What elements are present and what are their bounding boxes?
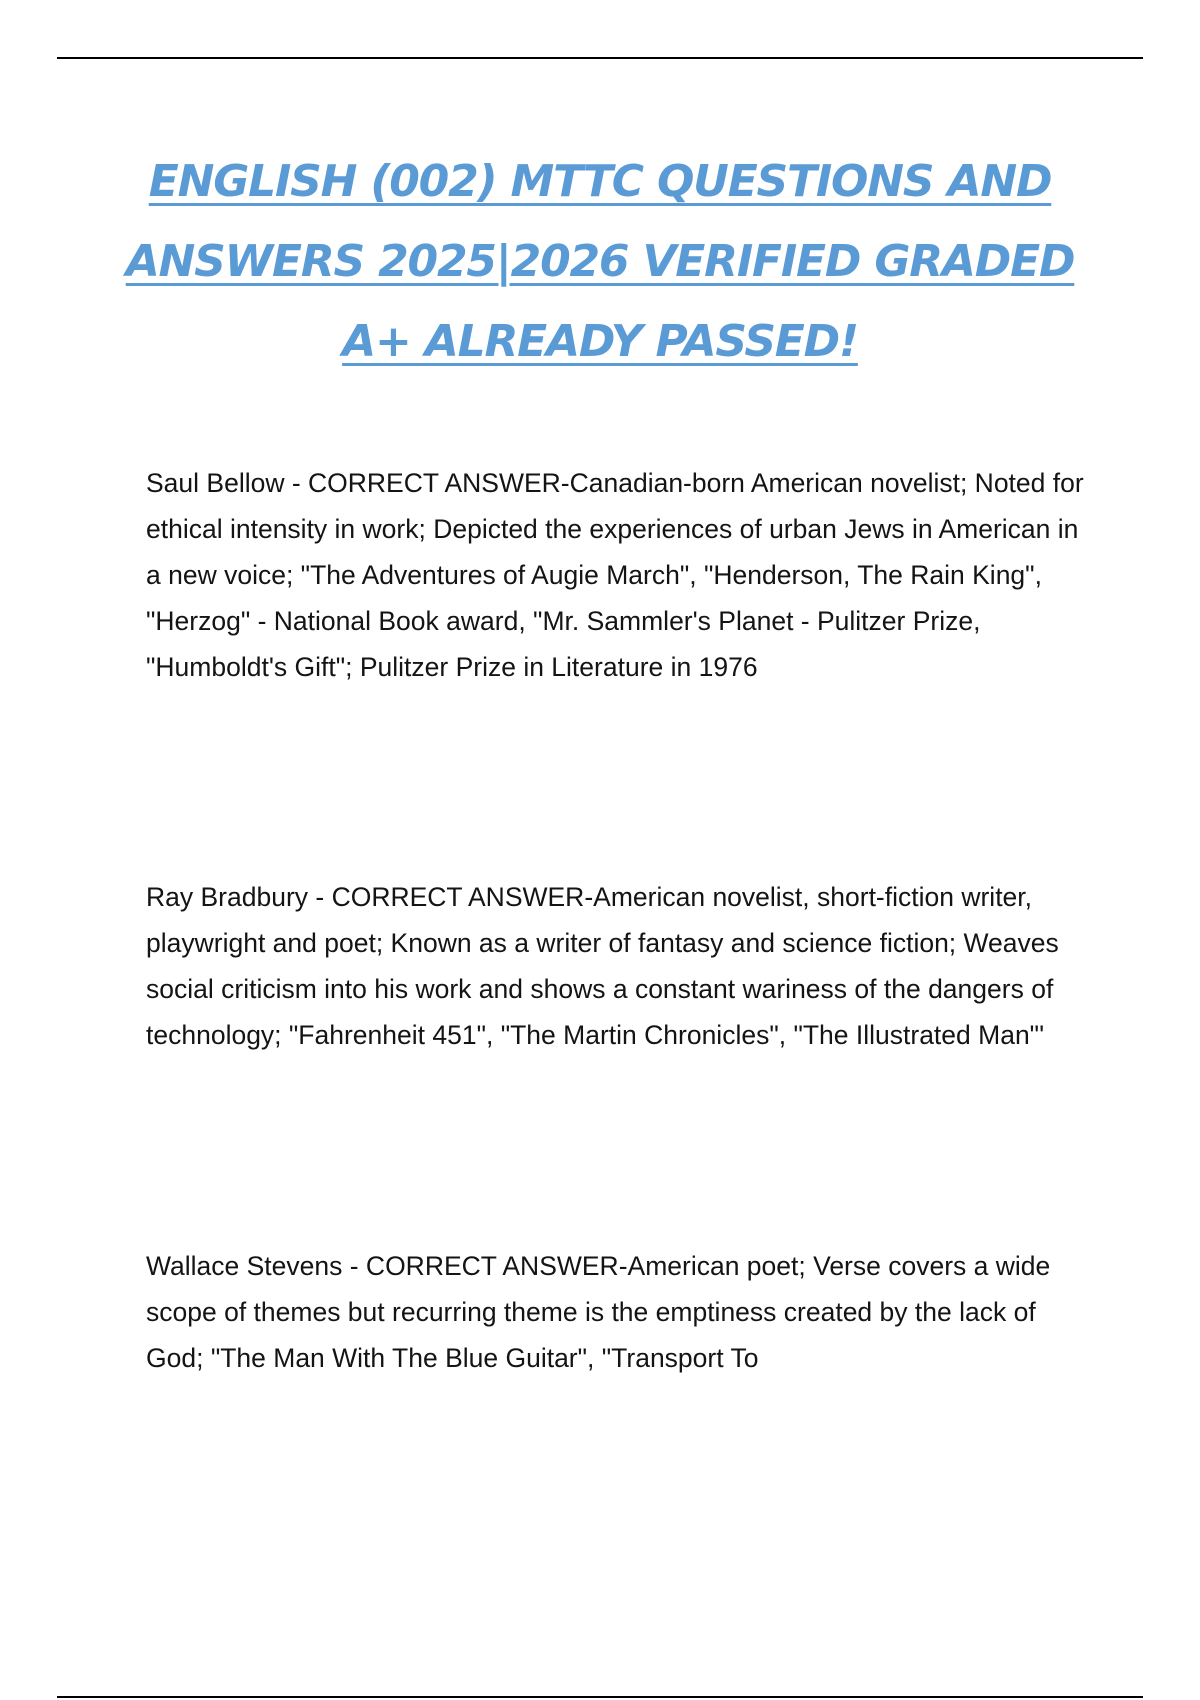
entry-saul-bellow: Saul Bellow - CORRECT ANSWER-Canadian-born American novelist; Noted for ethical intensity in work; Depicted the experiences of urban Jews in American in a new voice; "The Adventures of Augie March", "Henderson, The Rain King", "Herzog" - National Book award, "Mr. Sammler's Planet - Pulitzer Prize, "Humboldt's Gift"; Pulitzer Prize in Literature in 1976: [146, 468, 1084, 682]
entry-ray-bradbury: Ray Bradbury - CORRECT ANSWER-American novelist, short-fiction writer, playwright and poet; Known as a writer of fantasy and science fiction; Weaves social criticism into his work and shows a constant wariness of the dangers of technology; "Fahrenheit 451", "The Martin Chronicles", "The Illustrated Man"': [146, 882, 1059, 1050]
entry-wallace-stevens: Wallace Stevens - CORRECT ANSWER-American poet; Verse covers a wide scope of themes but recurring theme is the emptiness created by the lack of God; "The Man With The Blue Guitar", "Transport To: [146, 1251, 1051, 1373]
footer-rule: [57, 1696, 1143, 1698]
document-title: ENGLISH (002) MTTC QUESTIONS AND ANSWERS 2025|2026 VERIFIED GRADED A+ ALREADY PASSED!: [125, 156, 1075, 367]
header-rule: [57, 57, 1143, 59]
